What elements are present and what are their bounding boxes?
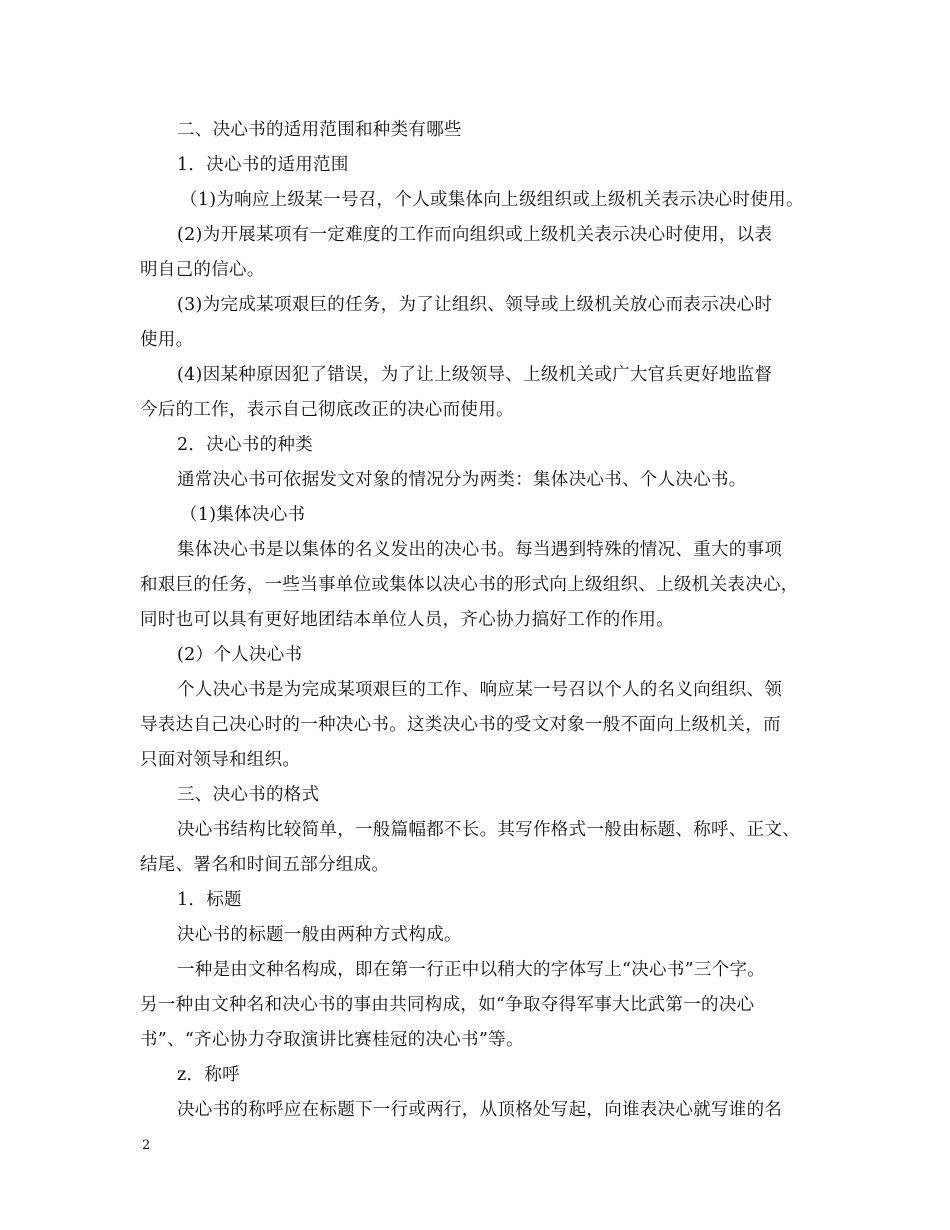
subsection-heading: 2．决心书的种类 (177, 435, 314, 455)
paragraph-line: 决心书结构比较简单，一般篇幅都不长。其写作格式一般由标题、称呼、正文、 (177, 820, 800, 840)
paragraph-line: (2)为开展某项有一定难度的工作而向组织或上级机关表示决心时使用，以表 (177, 225, 773, 245)
paragraph-line: 决心书的标题一般由两种方式构成。 (177, 925, 462, 945)
subsection-heading: 1．决心书的适用范围 (177, 155, 349, 175)
paragraph-line: 今后的工作，表示自己彻底改正的决心而使用。 (140, 400, 514, 420)
paragraph-line: 集体决心书是以集体的名义发出的决心书。每当遇到特殊的情况、重大的事项 (177, 540, 783, 560)
paragraph-line: 书”、“齐心协力夺取演讲比赛桂冠的决心书”等。 (140, 1030, 524, 1050)
paragraph-line: 另一种由文种名和决心书的事由共同构成，如“争取夺得军事大比武第一的决心 (140, 995, 755, 1015)
paragraph-line: 导表达自己决心时的一种决心书。这类决心书的受文对象一般不面向上级机关，而 (140, 715, 781, 735)
paragraph-line: 同时也可以具有更好地团结本单位人员，齐心协力搞好工作的作用。 (140, 610, 674, 630)
paragraph-line: 只面对领导和组织。 (140, 750, 301, 770)
paragraph-line: 一种是由文种名构成，即在第一行正中以稍大的字体写上“决心书”三个字。 (177, 960, 766, 980)
paragraph-line: (3)为完成某项艰巨的任务，为了让组织、领导或上级机关放心而表示决心时 (177, 295, 773, 315)
paragraph-line: （1)为响应上级某一号召，个人或集体向上级组织或上级机关表示决心时使用。 (180, 190, 804, 210)
paragraph-line: 个人决心书是为完成某项艰巨的工作、响应某一号召以个人的名义向组织、领 (177, 680, 783, 700)
subsection-heading: 1．标题 (177, 890, 242, 910)
subsection-heading: z．称呼 (177, 1065, 240, 1085)
paragraph-line: 使用。 (140, 330, 194, 350)
section-heading: 二、决心书的适用范围和种类有哪些 (177, 120, 462, 140)
subsection-heading: （1)集体决心书 (180, 505, 306, 525)
subsection-heading: (2）个人决心书 (177, 645, 303, 665)
page-number: 2 (142, 1138, 151, 1153)
paragraph-line: (4)因某种原因犯了错误，为了让上级领导、上级机关或广大官兵更好地监督 (177, 365, 773, 385)
paragraph-line: 明自己的信心。 (140, 260, 265, 280)
section-heading: 三、决心书的格式 (177, 785, 320, 805)
paragraph-line: 和艰巨的任务，一些当事单位或集体以决心书的形式向上级组织、上级机关表决心， (140, 575, 799, 595)
paragraph-line: 结尾、署名和时间五部分组成。 (140, 855, 390, 875)
paragraph-line: 决心书的称呼应在标题下一行或两行，从顶格处写起，向谁表决心就写谁的名 (177, 1100, 783, 1120)
paragraph-line: 通常决心书可依据发文对象的情况分为两类：集体决心书、个人决心书。 (177, 470, 747, 490)
